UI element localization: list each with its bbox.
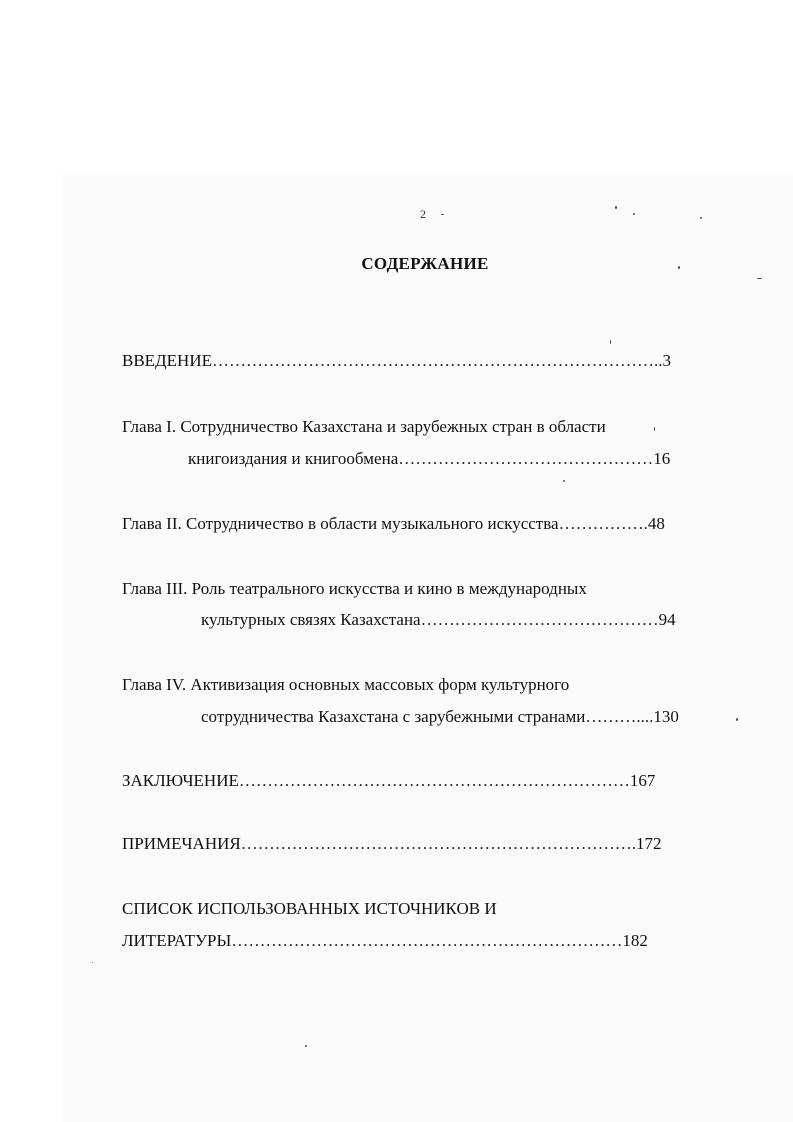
toc-leader-dots: ……………………………………………………………. [240, 834, 636, 853]
toc-leader-dots: …………………………………… [420, 610, 659, 629]
toc-entry-label: Глава II. Сотрудничество в области музыкального искусства [122, 514, 559, 533]
page-number: 2 [420, 207, 426, 221]
toc-entry-chapter-2[interactable] [122, 513, 665, 535]
toc-page-number: 94 [658, 610, 676, 629]
scan-speck [700, 217, 702, 219]
scan-speck [441, 214, 444, 215]
toc-entry-chapter-4-title[interactable] [122, 674, 569, 696]
scan-speck [736, 718, 738, 721]
scan-speck [654, 427, 655, 431]
toc-entry-label: Глава I. Сотрудничество Казахстана и зарубежных стран в области [122, 417, 606, 436]
toc-entry-label: культурных связях Казахстана [201, 610, 421, 629]
toc-leader-dots: …………………………………………………………… [231, 931, 623, 950]
toc-entry-chapter-3[interactable] [201, 609, 676, 631]
toc-leader-dots: …………………………………………………………………….. [211, 351, 663, 370]
toc-page-number: 172 [635, 834, 662, 853]
toc-entry-label: сотрудничества Казахстана с зарубежными странами [201, 707, 586, 726]
toc-entry-label: Глава III. Роль театрального искусства и кино в международных [122, 579, 587, 598]
toc-page-number: 130 [653, 707, 679, 726]
toc-entry-label: СПИСОК ИСПОЛЬЗОВАННЫХ ИСТОЧНИКОВ И [122, 899, 497, 918]
toc-page-number: 3 [662, 351, 671, 370]
scanned-page [62, 172, 793, 1122]
toc-page-number: 16 [653, 449, 671, 468]
scan-speck [563, 480, 565, 482]
toc-entry-chapter-1[interactable] [188, 448, 670, 470]
toc-page-number: 48 [647, 514, 665, 533]
toc-leader-dots: …………………………………………………………… [238, 771, 630, 790]
scan-speck [633, 213, 635, 215]
toc-entry-label: ЛИТЕРАТУРЫ [122, 931, 232, 950]
scan-speck [92, 962, 93, 963]
toc-entry-chapter-1-title[interactable] [122, 416, 606, 438]
toc-entry-introduction[interactable] [122, 350, 671, 372]
toc-entry-chapter-3-title[interactable] [122, 578, 587, 600]
scan-speck [615, 206, 617, 209]
toc-entry-chapter-4[interactable] [201, 706, 679, 728]
page-title: СОДЕРЖАНИЕ [361, 254, 489, 273]
toc-entry-sources-title[interactable] [122, 898, 497, 920]
toc-entry-label: книгоиздания и книгообмена [188, 449, 399, 468]
toc-leader-dots: ……….... [585, 707, 654, 726]
scan-speck [757, 278, 762, 279]
toc-page-number: 182 [622, 931, 648, 950]
scan-speck [610, 340, 611, 344]
toc-entry-notes[interactable] [122, 833, 661, 855]
toc-leader-dots: ……………………………………… [398, 449, 654, 468]
toc-leader-dots: ……………. [558, 514, 648, 533]
toc-entry-sources[interactable] [122, 930, 648, 952]
toc-entry-conclusion[interactable] [122, 770, 655, 792]
toc-entry-label: ЗАКЛЮЧЕНИЕ [122, 771, 239, 790]
toc-entry-label: ВВЕДЕНИЕ [122, 351, 212, 370]
toc-page-number: 167 [629, 771, 656, 790]
toc-entry-label: ПРИМЕЧАНИЯ [122, 834, 241, 853]
scan-speck [305, 1045, 307, 1047]
toc-entry-label: Глава IV. Активизация основных массовых форм культурного [122, 675, 570, 694]
